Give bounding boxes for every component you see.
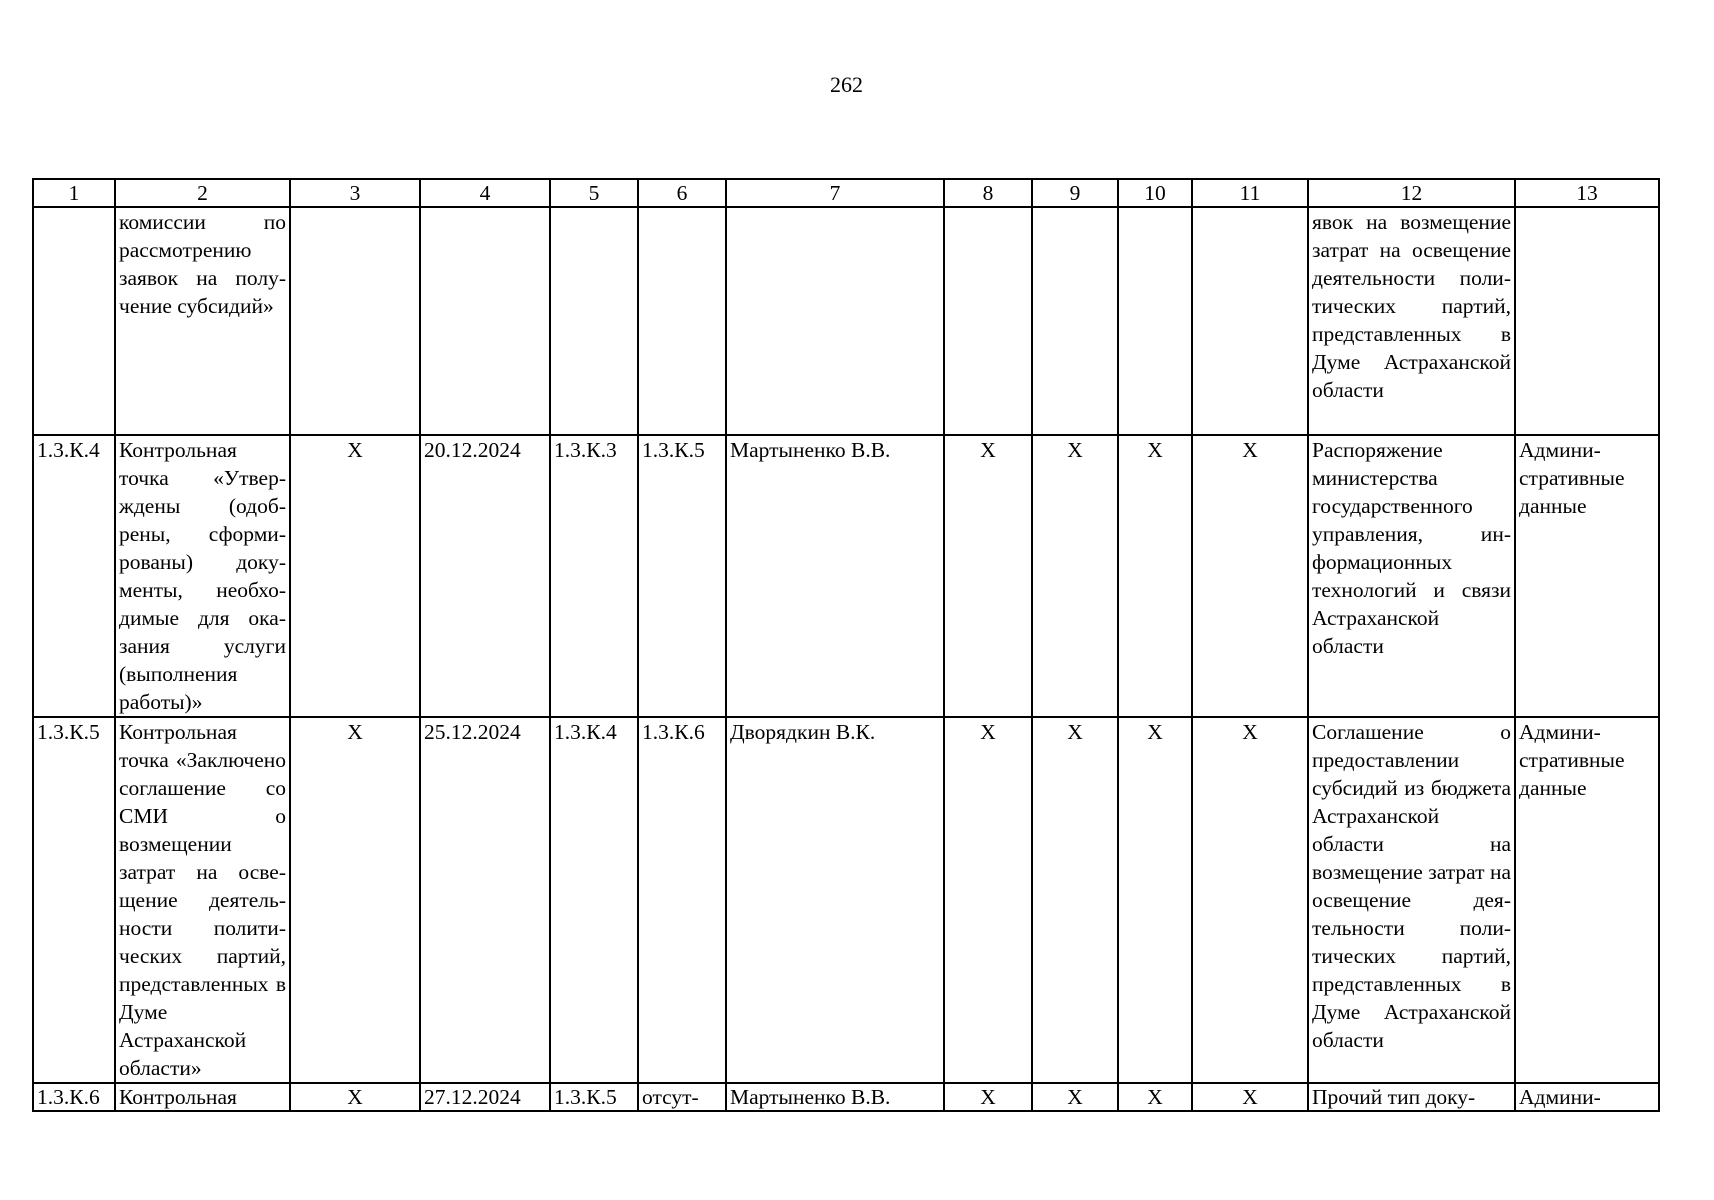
previous-point-cell: 1.3.К.4 bbox=[550, 717, 638, 1083]
document-cell: Распоряжение министерства государственного управления, информационных технологий и связи Астраханской области bbox=[1308, 435, 1515, 717]
table-row bbox=[33, 435, 1659, 717]
x-mark-cell: Х bbox=[290, 717, 420, 1083]
code-cell: 1.3.К.5 bbox=[33, 717, 115, 1083]
column-header: 8 bbox=[944, 179, 1032, 207]
description-cell: Контрольная точка «Утверждены (одобрены, сформированы) документы, необходимые для оказания услуги (выполнения работы)» bbox=[115, 435, 290, 717]
x-mark-cell: Х bbox=[1192, 435, 1308, 717]
x-mark-cell: Х bbox=[1032, 435, 1118, 717]
page-number: 262 bbox=[830, 72, 863, 97]
table-row bbox=[33, 717, 1659, 1083]
x-mark-cell: Х bbox=[1118, 435, 1192, 717]
x-mark-cell: Х bbox=[1118, 1083, 1192, 1111]
responsible-cell: Мартыненко В.В. bbox=[726, 1083, 944, 1111]
x-mark-cell: Х bbox=[944, 435, 1032, 717]
responsible-cell: Дворядкин В.К. bbox=[726, 717, 944, 1083]
description-cell: комиссии по рассмотрению заявок на получение субсидий» bbox=[115, 207, 290, 435]
previous-point-cell: 1.3.К.3 bbox=[550, 435, 638, 717]
column-header: 5 bbox=[550, 179, 638, 207]
x-mark-cell: Х bbox=[1118, 717, 1192, 1083]
table-cell bbox=[1515, 207, 1659, 435]
table-cell bbox=[420, 207, 550, 435]
column-header: 1 bbox=[33, 179, 115, 207]
table-row bbox=[33, 1083, 1659, 1111]
column-header: 7 bbox=[726, 179, 944, 207]
next-point-cell: 1.3.К.5 bbox=[638, 435, 726, 717]
document-cell: явок на возмещение затрат на освещение деятельности политических партий, представленных в Думе Астраханской области bbox=[1308, 207, 1515, 435]
source-cell: Административные данные bbox=[1515, 435, 1659, 717]
column-header: 12 bbox=[1308, 179, 1515, 207]
date-cell: 25.12.2024 bbox=[420, 717, 550, 1083]
x-mark-cell: Х bbox=[944, 717, 1032, 1083]
continuation-row bbox=[33, 207, 1659, 435]
x-mark-cell: Х bbox=[944, 1083, 1032, 1111]
x-mark-cell: Х bbox=[1192, 1083, 1308, 1111]
column-header: 10 bbox=[1118, 179, 1192, 207]
previous-point-cell: 1.3.К.5 bbox=[550, 1083, 638, 1111]
date-cell: 27.12.2024 bbox=[420, 1083, 550, 1111]
column-header: 4 bbox=[420, 179, 550, 207]
code-cell: 1.3.К.4 bbox=[33, 435, 115, 717]
table-cell bbox=[550, 207, 638, 435]
column-header: 2 bbox=[115, 179, 290, 207]
column-header: 11 bbox=[1192, 179, 1308, 207]
table-cell bbox=[944, 207, 1032, 435]
source-cell: Административные данные bbox=[1515, 717, 1659, 1083]
x-mark-cell: Х bbox=[1032, 1083, 1118, 1111]
table-cell bbox=[33, 207, 115, 435]
column-header: 3 bbox=[290, 179, 420, 207]
table-cell bbox=[290, 207, 420, 435]
table-cell bbox=[638, 207, 726, 435]
control-points-table bbox=[32, 178, 1660, 1112]
x-mark-cell: Х bbox=[1192, 717, 1308, 1083]
x-mark-cell: Х bbox=[290, 1083, 420, 1111]
x-mark-cell: Х bbox=[1032, 717, 1118, 1083]
table-cell bbox=[726, 207, 944, 435]
table-cell bbox=[1192, 207, 1308, 435]
column-header: 6 bbox=[638, 179, 726, 207]
document-cell: Соглашение о предоставлении субсидий из бюджета Астраханской области на возмещение затрат на освещение деятельности политических партий, представленных в Думе Астраханской области bbox=[1308, 717, 1515, 1083]
next-point-cell: 1.3.К.6 bbox=[638, 717, 726, 1083]
column-header: 9 bbox=[1032, 179, 1118, 207]
source-cell: Админи- bbox=[1515, 1083, 1659, 1111]
next-point-cell: отсут- bbox=[638, 1083, 726, 1111]
header-row bbox=[33, 179, 1659, 207]
table-cell bbox=[1032, 207, 1118, 435]
description-cell: Контрольная точка «Заключено соглашение со СМИ о возмещении затрат на освещение деятельности политических партий, представленных в Думе Астраханской области» bbox=[115, 717, 290, 1083]
document-cell: Прочий тип доку- bbox=[1308, 1083, 1515, 1111]
responsible-cell: Мартыненко В.В. bbox=[726, 435, 944, 717]
date-cell: 20.12.2024 bbox=[420, 435, 550, 717]
table-cell bbox=[1118, 207, 1192, 435]
code-cell: 1.3.К.6 bbox=[33, 1083, 115, 1111]
x-mark-cell: Х bbox=[290, 435, 420, 717]
column-header: 13 bbox=[1515, 179, 1659, 207]
description-cell: Контрольная bbox=[115, 1083, 290, 1111]
